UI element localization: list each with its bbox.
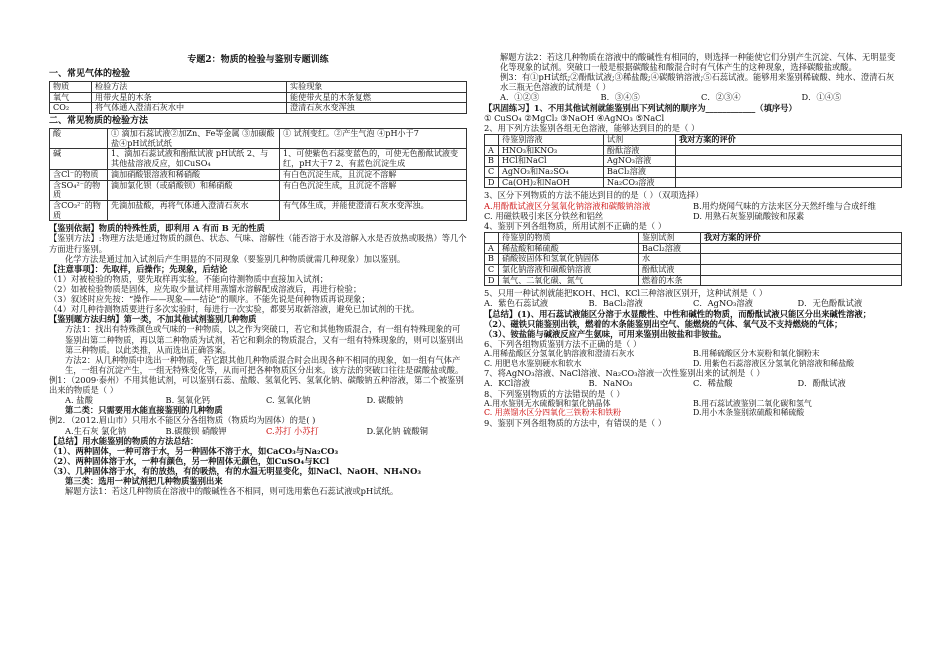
q2-table: [484, 134, 902, 189]
option: B. 氢氧化钙: [165, 395, 211, 406]
table-header: 待鉴别的物质: [499, 232, 639, 243]
table-cell: BaCl₂溶液: [604, 166, 676, 177]
category-heading: 第三类：选用一种试剂把几种物质鉴别出来: [65, 476, 223, 487]
section-1-heading: 一、常见气体的检验: [49, 68, 131, 79]
table-cell: 碱: [50, 149, 108, 169]
option: C．稀盐酸: [693, 378, 733, 389]
table-header: 试剂: [604, 134, 676, 145]
table-cell: Ca(OH)₂和NaOH: [499, 177, 604, 188]
table-cell: B: [485, 156, 499, 167]
table-cell: 滴加硝酸银溶液和稀硝酸: [108, 169, 280, 180]
table-cell: 用带火星的木条: [92, 92, 287, 103]
option: D.氯化钠 硫酸铜: [366, 425, 428, 436]
question: 3、区分下列物质的方法不能达到目的的是（ ）（双项选择）: [484, 190, 704, 201]
category-heading: 第二类：只需要用水能直接鉴别的几种物质: [65, 405, 223, 416]
option: B.碳酸钡 硝酸钾: [165, 425, 227, 436]
table-cell: 澄清石灰水变浑浊: [287, 103, 467, 114]
option: B.用石蕊试液鉴别二氧化碳和氢气: [693, 398, 812, 408]
table-cell: [701, 275, 902, 286]
table-cell: CO₂: [50, 103, 92, 114]
example-question: 例1：（2009·泰州）不用其他试剂，可以鉴别石蕊、盐酸、氢氧化钙、氢氧化钠、碳酸钠五种溶液，第二个被鉴别出来的物质是（ ）: [49, 374, 464, 396]
table-cell: D: [485, 275, 499, 286]
note-item: （4）对几种待测物质要进行多次实验时，每进行一次实验，都要另取新溶液，避免已加试剂的干扰。: [49, 304, 420, 315]
method-physical: 【鉴别方法】:物理方法是通过物质的颜色、状态、气味、溶解性（能否溶于水及溶解入水是否放热或吸热）等几个方面进行鉴别。: [49, 233, 467, 254]
option: D．①④⑤: [801, 92, 842, 103]
table-cell: 氧气、二氧化碳、氮气: [499, 275, 639, 286]
table-cell: [676, 156, 902, 167]
note-item: （1）对被检验的物质，要先取样再实验。不能向待测物质中直接加入试剂；: [49, 273, 329, 284]
table-cell: C: [485, 264, 499, 275]
table-header: 物质: [50, 81, 92, 92]
option: A.用水鉴别无水硫酸铜和氯化钠晶体: [484, 398, 611, 408]
table-cell: 稀盐酸和稀硫酸: [499, 243, 639, 254]
table-cell: [701, 243, 902, 254]
table-cell: [701, 254, 902, 265]
table-header: [485, 232, 499, 243]
table-cell: 有气体生成，并能使澄清石灰水变浑浊。: [280, 200, 467, 220]
table-cell: BaCl₂溶液: [639, 243, 701, 254]
left-column: [49, 55, 467, 496]
option: A.生石灰 氯化钠: [65, 425, 127, 436]
table-cell: Na₂CO₃溶液: [604, 177, 676, 188]
table-cell: [701, 264, 902, 275]
question-options: [484, 298, 902, 308]
example-options: [484, 92, 902, 102]
table-cell: 滴加氯化钡（或硝酸钡）和稀硝酸: [108, 180, 280, 200]
option: A．KCl溶液: [484, 378, 530, 389]
example-question: 例2．（2012.眉山市）只用水不能区分各组物质（物质均为固体）的是( ): [49, 415, 316, 426]
option: C. 用蒸馏水区分四氧化三铁粉末和铁粉: [484, 408, 622, 418]
method-paragraph: 方法2：从几种物质中选出一种物质，若它跟其他几种物质混合时会出现各种不相同的现象，如一组有气体产生，一组有沉淀产生，一组无特殊变化等，从而可把各种物质区分出来。该方法的突破口往往是碳酸盐或酸。: [65, 354, 464, 375]
option: B．③④⑤: [600, 92, 640, 103]
summary-item: （2）、磁铁只能鉴别出铁，燃着的木条能鉴别出空气、能燃烧的气体、氧气及不支持燃烧的气体；: [484, 318, 843, 329]
option: C. 用磁铁吸引来区分铁丝和铝丝: [484, 210, 604, 221]
table-cell: ① 试剂变红。②产生气泡 ④pH小于7: [280, 129, 467, 149]
table-cell: 酚酞溶液: [604, 145, 676, 156]
table-cell: [676, 145, 902, 156]
table-cell: 氧气: [50, 92, 92, 103]
option: D. 用紫色石蕊溶液区分氢氧化钠溶液和稀盐酸: [693, 358, 854, 368]
section-2-heading: 二、常见物质的检验方法: [49, 116, 149, 127]
option: D.用小木条鉴别浓硫酸和稀硫酸: [693, 408, 805, 418]
table-cell: 将气体通入澄清石灰水中: [92, 103, 287, 114]
method-paragraph: 解题方法2：若这几种物质在溶液中的酸碱性有相同的，则选择一种能使它们分别产生沉淀、气体、无明显变化等现象的试剂。突破口一般是根据碳酸盐和酸混合时有气体产生的这种现象，选择碳酸盐或酸。: [500, 52, 896, 73]
table-cell: ① 滴加石蕊试液②加Zn、Fe等金属 ③加碳酸盐④pH试纸试纸: [108, 129, 280, 149]
table-cell: 燃着的木条: [639, 275, 701, 286]
summary-item: 【总结】(1)、用石蕊试液能区分溶于水显酸性、中性和碱性的物质，而酚酞试液只能区分出来碱性溶液；: [484, 308, 871, 319]
question: 4、鉴别下列各组物质，所用试剂不正确的是（ ）: [484, 220, 667, 231]
option: D. 碳酸钠: [366, 395, 404, 406]
category-heading: 【鉴别题方法归纳】第一类，不加其他试剂鉴别几种物质: [49, 314, 257, 325]
table-cell: C: [485, 166, 499, 177]
option: C. 用肥皂水鉴别硬水和软水: [484, 358, 582, 368]
table-cell: 酚酞试液: [639, 264, 701, 275]
page-title: 专题2：物质的检验与鉴别专题训练: [187, 55, 329, 65]
option: C.苏打 小苏打: [266, 425, 319, 436]
table-cell: 能使带火星的木条复燃: [287, 92, 467, 103]
table-header: 实验现象: [287, 81, 467, 92]
table-cell: [676, 177, 902, 188]
option: C．②③④: [701, 92, 741, 103]
table-cell: 有白色沉淀生成，且沉淀不溶解: [280, 180, 467, 200]
example-question: 例3：有①pH试纸;②酚酞试液;③稀盐酸;④碳酸钠溶液;⑤石蕊试液。能够用来鉴别稀硫酸、纯水、澄清石灰水三瓶无色溶液的试剂是（ ）: [500, 72, 895, 93]
right-column: [484, 52, 902, 428]
practice-heading: 【巩固练习】1、不用其他试剂就能鉴别出下列试剂的顺序为____________（填序号）: [484, 102, 797, 113]
summary-item: （3）、铵盐能与碱液反应产生氨味，可用来鉴别出铵盐和非铵盐。: [484, 328, 727, 339]
table-header: 鉴别试剂: [639, 232, 701, 243]
question: 8、下列鉴别物质的方法错误的是（ ）: [484, 388, 625, 399]
table-header: 我对方案的评价: [676, 134, 902, 145]
summary-item: （3）、几种固体溶于水，有的放热，有的吸热，有的水温无明显变化，如NaCl、NaOH、NH₄NO₃: [49, 465, 421, 476]
table-cell: 含Cl⁻的物质: [50, 169, 108, 180]
table-cell: A: [485, 145, 499, 156]
note-item: （2）如被检验物质是固体，应先取少量试样用蒸馏水溶解配成溶液后，再进行检验；: [49, 284, 362, 294]
basis-line: 【鉴别依据】物质的特殊性质，即利用 A 有而 B 无的性质: [49, 223, 265, 234]
table-cell: 1、可使紫色石蕊变蓝色的，可使无色酚酞试液变红，pH大于7 2、有蓝色沉淀生成: [280, 149, 467, 169]
table-cell: D: [485, 177, 499, 188]
table-cell: B: [485, 254, 499, 265]
table-cell: 有白色沉淀生成，且沉淀不溶解: [280, 169, 467, 180]
table-cell: [676, 166, 902, 177]
question: 2、用下列方法鉴别各组无色溶液，能够达到目的的是（ ）: [484, 122, 700, 133]
option: C. 氢氧化钠: [266, 395, 311, 406]
table-header: 检验方法: [92, 81, 287, 92]
table-cell: 1、滴加石蕊试液和酚酞试液 pH试纸 2、与其他盐溶液反应，如CuSO₄: [108, 149, 280, 169]
option: B．NaNO₃: [588, 378, 633, 389]
option: D. 用熟石灰鉴别硫酸铵和尿素: [693, 210, 805, 221]
example-options: [49, 395, 467, 405]
q4-table: [484, 232, 902, 287]
table-cell: 氯化钠溶液和碳酸钠溶液: [499, 264, 639, 275]
option: B．BaCl₂溶液: [588, 298, 643, 309]
question: 9、鉴别下列各组物质的方法中，有错误的是（ ）: [484, 417, 667, 428]
summary-heading: 【总结】用水能鉴别的物质的方法总结：: [49, 435, 199, 446]
method-chemical: 化学方法是通过加入试剂后产生明显的不同现象（要鉴别几种物质就需几种现象）加以鉴别。: [65, 253, 406, 264]
table-header: 我对方案的评价: [701, 232, 902, 243]
question-items: ① CuSO₄ ②MgCl₂ ③NaOH ④AgNO₃ ⑤NaCl: [484, 112, 665, 123]
option: A. 盐酸: [65, 395, 93, 406]
table-cell: 水: [639, 254, 701, 265]
example-options: [49, 426, 467, 436]
question: 5、只用一种试剂就能把KOH、HCl、KCl三种溶液区别开，这种试剂是（ ）: [484, 288, 768, 299]
summary-item: （2）、两种固体溶于水，一种有颜色，另一种固体无颜色，如CuSO₄与KCl: [49, 455, 330, 466]
option: A.用稀盐酸区分氢氧化钠溶液和澄清石灰水: [484, 349, 635, 358]
method-paragraph: 解题方法1：若这几种物质在溶液中的酸碱性各不相同，则可选用紫色石蕊试液或pH试纸。: [65, 486, 399, 497]
table-cell: 硝酸铵固体和氢氧化钠固体: [499, 254, 639, 265]
question-options: [484, 201, 902, 221]
notes-heading: 【注意事项】：先取样，后操作；先现象，后结论: [49, 263, 228, 274]
question: 6、下列各组物质鉴别方法不正确的是（ ）: [484, 338, 642, 349]
table-cell: 酸: [50, 129, 108, 149]
table-cell: 含CO₃²⁻的物质: [50, 200, 108, 220]
question-options: [484, 378, 902, 388]
table-header: 待鉴别溶液: [499, 134, 604, 145]
option: A．①②③: [500, 92, 540, 103]
question: 7、将AgNO₃溶液、NaCl溶液、Na₂CO₃溶液一次性鉴别出来的试剂是（ ）: [484, 368, 765, 379]
table-cell: AgNO₃和Na₂SO₄: [499, 166, 604, 177]
option: D．无色酚酞试液: [797, 298, 863, 309]
question-options: [484, 349, 902, 368]
table-cell: 含SO₄²⁻的物质: [50, 180, 108, 200]
note-item: （3）叙述时应先按：“操作——现象——结论”的顺序。不能先说是何种物质再说现象；: [49, 294, 370, 305]
table-header: [485, 134, 499, 145]
method-paragraph: 方法1：找出有特殊颜色或气味的一种物质，以之作为突破口，若它和其他物质混合，有一组有特殊现象的可鉴别出第二种物质，再以第二种物质为试剂，若它和剩余的物质混合，又有一组有特殊现象的，则可以鉴别出第三种物质。以此类推，从而选出正确答案。: [65, 324, 464, 355]
table-cell: AgNO₃溶液: [604, 156, 676, 167]
option: A.用酚酞试液区分氢氧化钠溶液和碳酸钠溶液: [484, 200, 651, 211]
table-cell: A: [485, 243, 499, 254]
question-options: [484, 399, 902, 418]
table-cell: HCl和NaCl: [499, 156, 604, 167]
option: A．紫色石蕊试液: [484, 298, 549, 309]
summary-item: （1）、两种固体，一种可溶于水，另一种固体不溶于水，如CaCO₃与Na₂CO₃: [49, 445, 339, 456]
table-cell: HNO₃和KNO₃: [499, 145, 604, 156]
option: B.用稀硫酸区分木炭粉和氧化铜粉末: [693, 349, 820, 358]
option: B.用灼烧闻气味的方法来区分天然纤维与合成纤维: [693, 200, 876, 211]
gas-test-table: [49, 81, 467, 114]
option: D．酚酞试液: [797, 378, 846, 389]
table-cell: 先滴加盐酸，再将气体通入澄清石灰水: [108, 200, 280, 220]
substance-test-table: [49, 128, 467, 221]
option: C．AgNO₃溶液: [693, 298, 753, 309]
